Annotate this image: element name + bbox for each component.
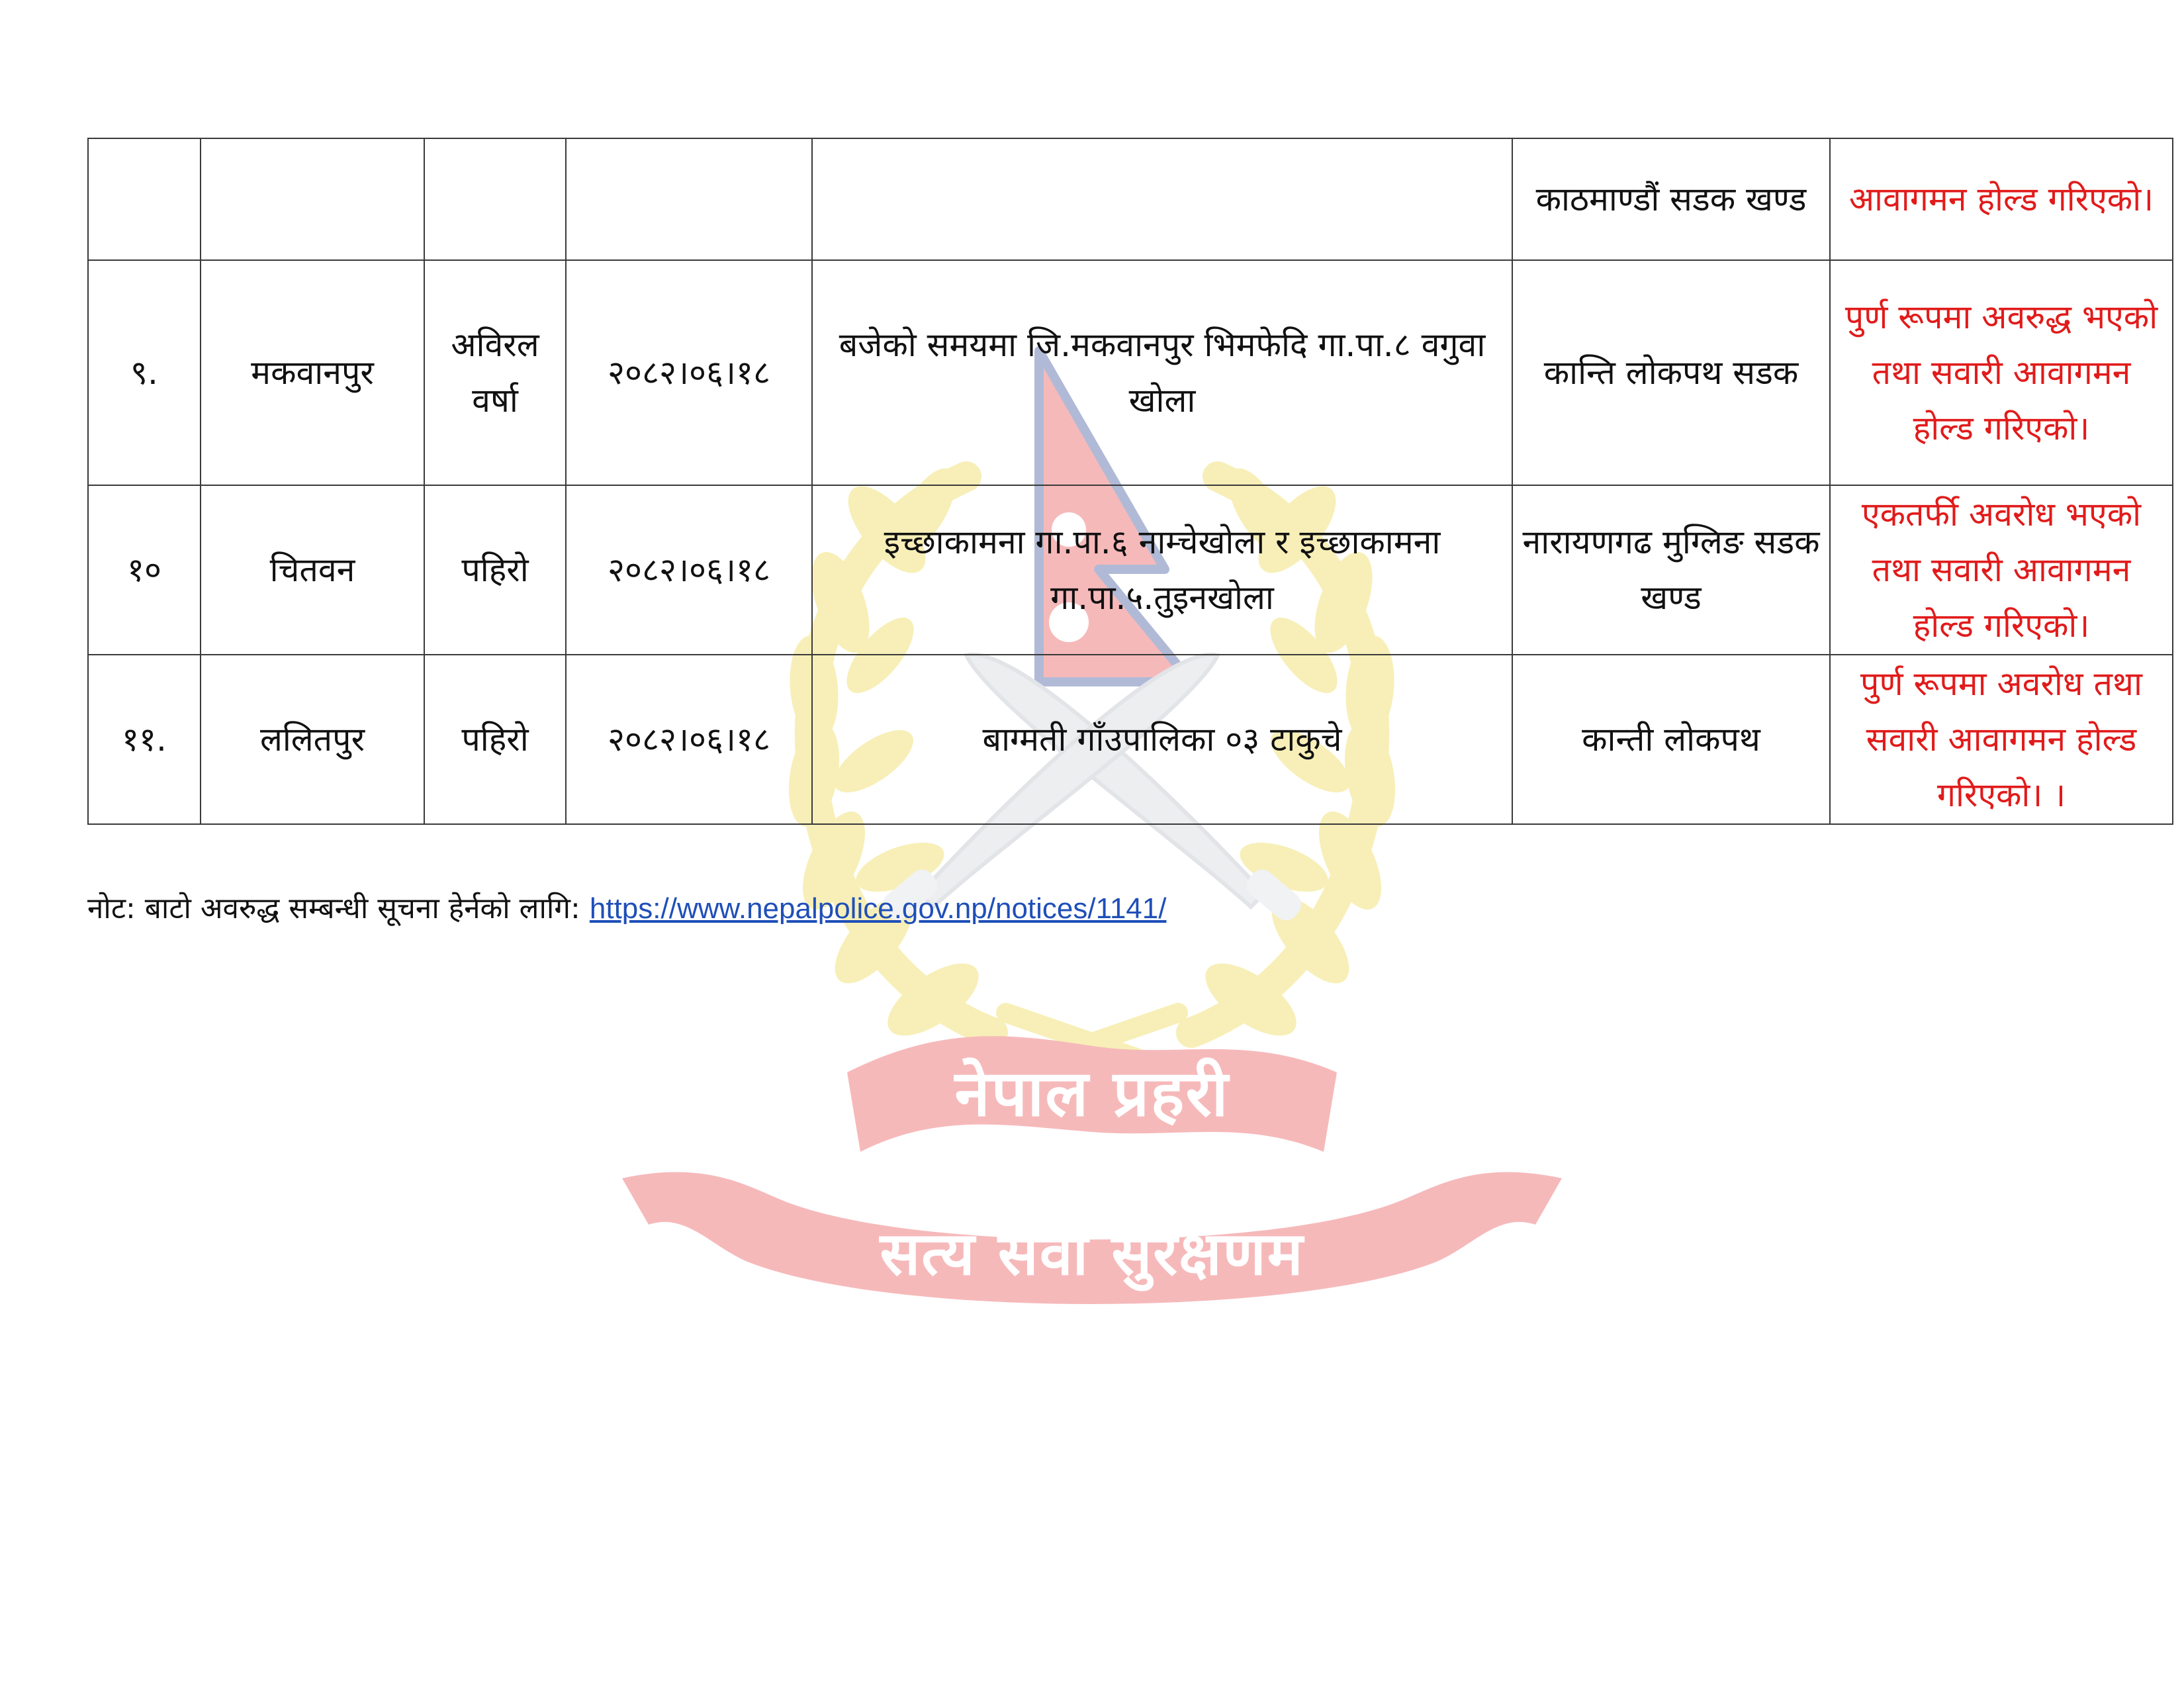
- cell-place: बजेको समयमा जि.मकवानपुर भिमफेदि गा.पा.८ वगुवा खोला: [812, 260, 1512, 485]
- cell-type: [424, 138, 566, 260]
- cell-road: कान्ति लोकपथ सडक: [1512, 260, 1830, 485]
- note: [87, 886, 1166, 932]
- cell-place: इच्छाकामना गा.पा.६ नाम्चेखोला र इच्छाकामना गा.पा.५.तुइनखोला: [812, 485, 1512, 655]
- cell-sn: [88, 138, 201, 260]
- cell-status: पुर्ण रूपमा अवरुद्ध भएको तथा सवारी आवागमन होल्ड गरिएको।: [1830, 260, 2173, 485]
- cell-date: [566, 138, 812, 260]
- banner-top-text: नेपाल प्रहरी: [954, 1056, 1230, 1131]
- table-row: [88, 138, 2173, 260]
- cell-district: [201, 138, 424, 260]
- table-row: [88, 260, 2173, 485]
- cell-sn: ९.: [88, 260, 201, 485]
- note-label: नोट: बाटो अवरुद्ध सम्बन्धी सूचना हेर्नको लागि:: [87, 892, 580, 925]
- cell-status: आवागमन होल्ड गरिएको।: [1830, 138, 2173, 260]
- banner-bottom-icon: [622, 1172, 1562, 1304]
- banner-top-icon: [847, 1036, 1337, 1152]
- cell-date: २०८२।०६।१८: [566, 485, 812, 655]
- cell-date: २०८२।०६।१८: [566, 655, 812, 824]
- cell-district: ललितपुर: [201, 655, 424, 824]
- cell-road: नारायणगढ मुग्लिङ सडक खण्ड: [1512, 485, 1830, 655]
- cell-place: बाग्मती गाँउपालिका ०३ टाकुचे: [812, 655, 1512, 824]
- cell-type: अविरल वर्षा: [424, 260, 566, 485]
- table-row: [88, 485, 2173, 655]
- notice-link[interactable]: https://www.nepalpolice.gov.np/notices/1141/: [589, 892, 1167, 925]
- cell-type: पहिरो: [424, 485, 566, 655]
- cell-status: एकतर्फी अवरोध भएको तथा सवारी आवागमन होल्ड गरिएको।: [1830, 485, 2173, 655]
- road-blockage-table: [87, 138, 2173, 825]
- cell-place: [812, 138, 1512, 260]
- cell-status: पुर्ण रूपमा अवरोध तथा सवारी आवागमन होल्ड गरिएको। ।: [1830, 655, 2173, 824]
- cell-sn: १०: [88, 485, 201, 655]
- cell-date: २०८२।०६।१८: [566, 260, 812, 485]
- cell-road: काठमाण्डौं सडक खण्ड: [1512, 138, 1830, 260]
- cell-type: पहिरो: [424, 655, 566, 824]
- banner-bottom-text: सत्य सेवा सुरक्षणम: [880, 1219, 1304, 1289]
- cell-district: चितवन: [201, 485, 424, 655]
- cell-sn: ११.: [88, 655, 201, 824]
- cell-road: कान्ती लोकपथ: [1512, 655, 1830, 824]
- table-row: [88, 655, 2173, 824]
- cell-district: मकवानपुर: [201, 260, 424, 485]
